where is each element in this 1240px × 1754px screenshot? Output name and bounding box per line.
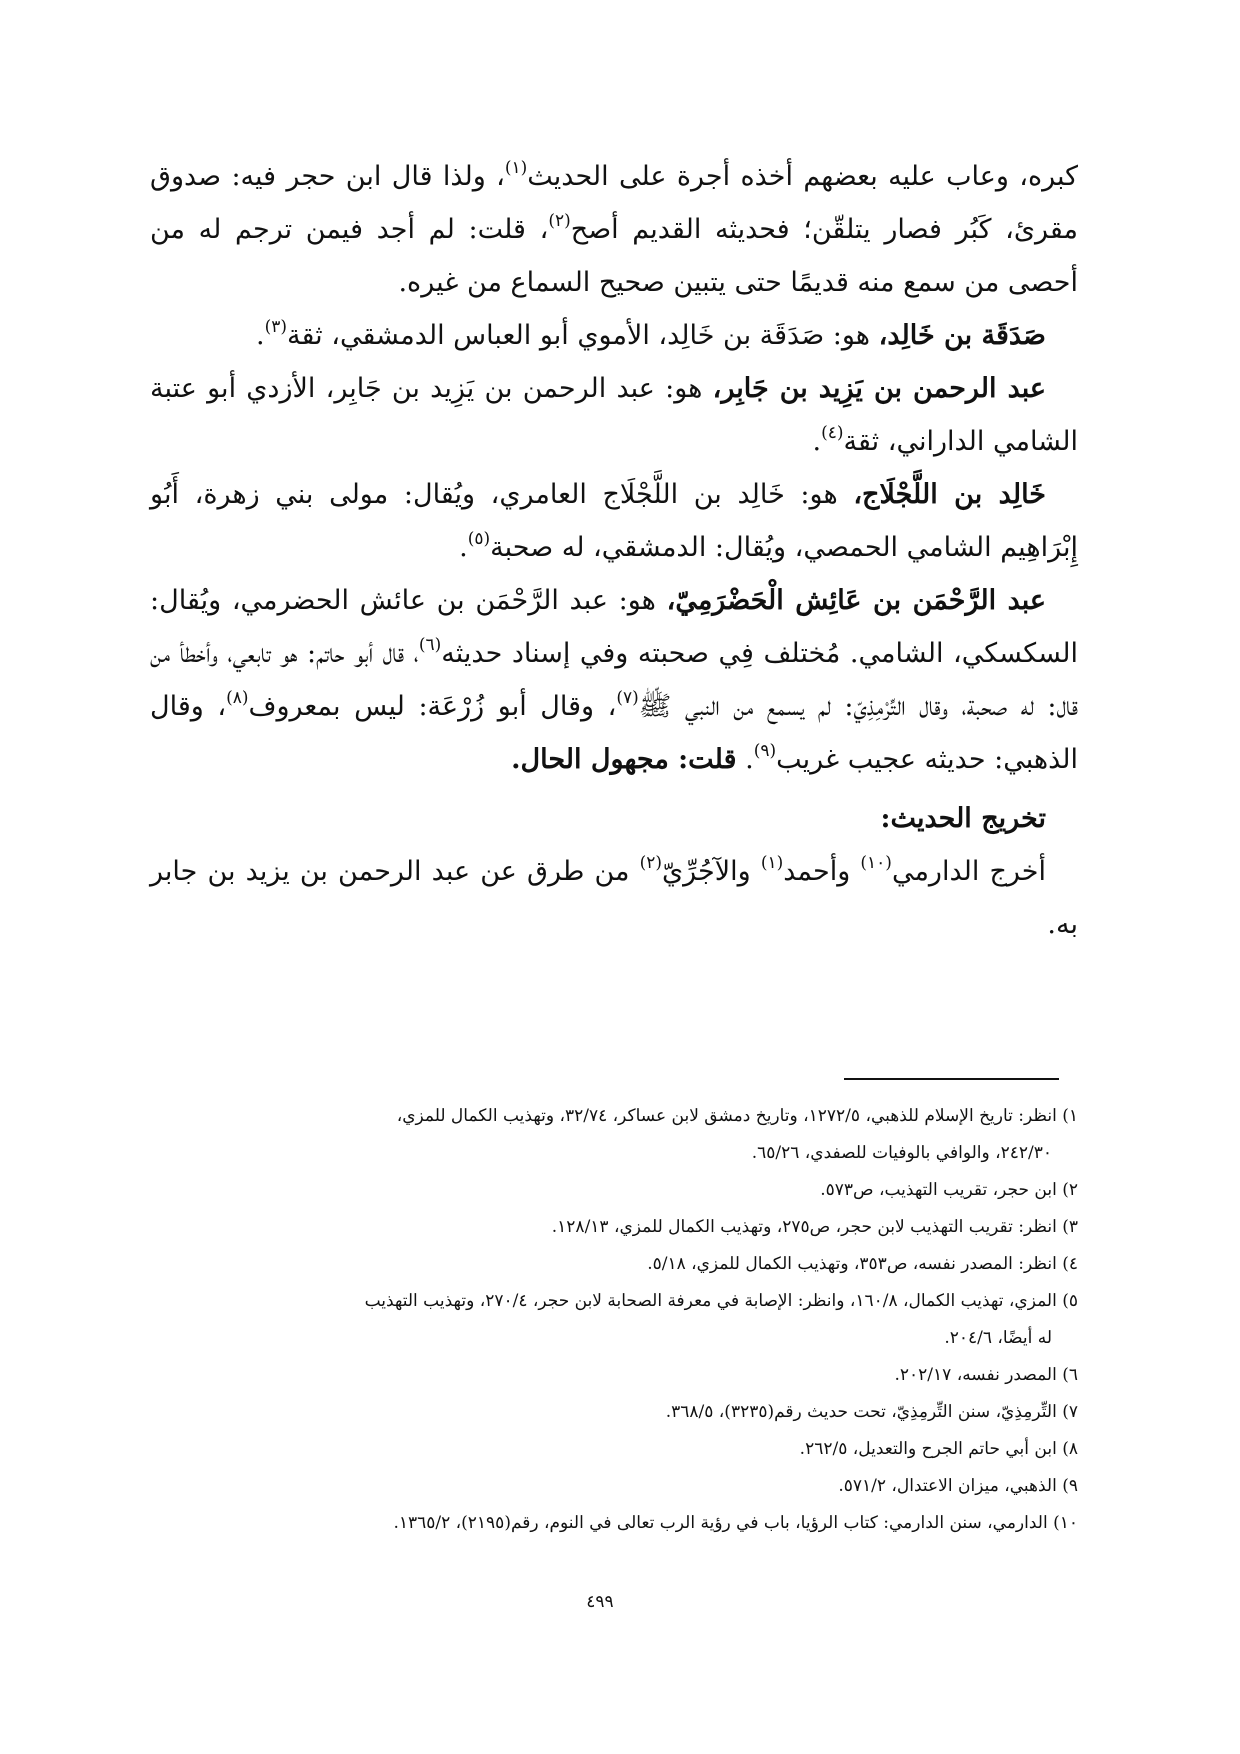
narrator-entry-sadaqa <box>150 309 1078 362</box>
text-run: هو: خَالِد بن اللَّجْلَاج العامري، ويُقال: مولى بني زهرة، أَبُو إِبْرَاهِيم الشامي الحمصي، ويُقال: الدمشقي، له صحبة <box>150 479 1078 563</box>
text-run: كبره، وعاب عليه بعضهم أخذه أجرة على الحديث <box>527 161 1079 192</box>
footnote-ref[interactable]: (٥) <box>467 529 491 549</box>
footnote-text-continued: ٢٤٢/٣٠، والوافي بالوفيات للصفدي، ٦٥/٢٦. <box>751 1143 1052 1163</box>
footnote <box>150 1098 1078 1135</box>
footnote-ref[interactable]: (١) <box>504 158 528 178</box>
footnote-text-continued: له أيضًا، ٢٠٤/٦. <box>944 1328 1052 1348</box>
footnote-number: ٤) <box>1062 1254 1078 1274</box>
text-run: هو: عبد الرحمن بن يَزِيد بن جَابِر، الأزدي أبو عتبة الشامي الداراني، ثقة <box>150 373 1078 457</box>
footnote-text: المصدر نفسه، ٢٠٢/١٧. <box>894 1365 1057 1385</box>
footnote <box>150 1283 1078 1320</box>
footnote-separator <box>844 1078 1059 1080</box>
footnote-number: ٦) <box>1062 1365 1078 1385</box>
footnote-text: التِّرمِذِيّ، سنن التِّرمِذِيّ، تحت حديث رقم(٣٢٣٥)، ٣٦٨/٥. <box>665 1402 1057 1422</box>
takhrij-paragraph <box>150 845 1078 951</box>
narrator-entry-khalid-lajlaj <box>150 468 1078 574</box>
footnote-ref[interactable]: (٢) <box>548 211 571 231</box>
page-number: ٤٩٩ <box>586 1592 614 1612</box>
footnote-ref[interactable]: (٤) <box>821 423 844 443</box>
footnote-text: ابن حجر، تقريب التهذيب، ص٥٧٣. <box>820 1180 1057 1200</box>
footnote-ref[interactable]: (٣) <box>264 317 288 337</box>
text-run: والآجُرِّيّ <box>662 856 761 887</box>
narrator-name: عبد الرَّحْمَن بن عَائِش الْحَضْرَمِيّ، <box>666 585 1047 616</box>
footnote-number: ١٠) <box>1053 1513 1078 1533</box>
footnote-number: ٢) <box>1062 1180 1078 1200</box>
footnote-number: ١) <box>1062 1106 1078 1126</box>
footnote-text: المزي، تهذيب الكمال، ١٦٠/٨، وانظر: الإصابة في معرفة الصحابة لابن حجر، ٢٧٠/٤، وتهذيب التهذيب <box>364 1291 1057 1311</box>
text-run: ، وقال الذهبي: حديثه عجيب غريب <box>150 691 1078 775</box>
text-run: . <box>459 532 468 563</box>
footnote-ref[interactable]: (٨) <box>226 688 249 708</box>
footnote-number: ٧) <box>1062 1402 1078 1422</box>
footnote-ref[interactable]: (١٠) <box>860 853 892 873</box>
footnote-text: انظر: تاريخ الإسلام للذهبي، ١٢٧٢/٥، وتاريخ دمشق لابن عساكر، ٣٢/٧٤، وتهذيب الكمال للمزي، <box>396 1106 1057 1126</box>
text-run: . <box>256 320 265 351</box>
footnote-ref[interactable]: (٦) <box>418 635 442 655</box>
narrator-entry-abdulrahman-aish <box>150 574 1078 786</box>
text-run: ، قال أبو حاتم: هو تابعي، وأخطأ من قال: له صحبة، وقال التِّرْمِذِيّ: لم يسمع من النبي ﷺ <box>150 638 1078 722</box>
verdict-text: قلت: مجهول الحال. <box>511 744 737 775</box>
footnote-text: الدارمي، سنن الدارمي: كتاب الرؤيا، باب في رؤية الرب تعالى في النوم، رقم(٢١٩٥)، ١٣٦٥/٢. <box>393 1513 1048 1533</box>
narrator-entry-abdulrahman-yazid <box>150 362 1078 468</box>
narrator-name: صَدَقَة بن خَالِد، <box>878 320 1046 351</box>
text-run: أخرج الدارمي <box>891 856 1046 887</box>
section-heading: تخريج الحديث: <box>880 803 1046 834</box>
footnote <box>150 1246 1078 1283</box>
footnote-ref[interactable]: (٩) <box>753 741 777 761</box>
footnotes-section <box>150 1098 1078 1542</box>
footnote-ref[interactable]: (٧) <box>616 688 639 708</box>
footnote-text: ابن أبي حاتم الجرح والتعديل، ٢٦٢/٥. <box>799 1439 1057 1459</box>
text-run: هو: عبد الرَّحْمَن بن عائش الحضرمي، ويُقال: السكسكي، الشامي. مُختلف فِي صحبته وفي إسناد حديثه <box>150 585 1078 669</box>
footnote <box>150 1505 1078 1542</box>
footnote <box>150 1468 1078 1505</box>
footnote <box>150 1431 1078 1468</box>
text-run: وأحمد <box>783 856 861 887</box>
footnote-ref[interactable]: (٢) <box>639 853 663 873</box>
paragraph-continuation <box>150 150 1078 309</box>
footnote <box>150 1357 1078 1394</box>
footnote <box>150 1209 1078 1246</box>
main-text <box>150 150 1078 951</box>
text-run: ، قلت: لم أجد فيمن ترجم له من أحصى من سمع منه قديمًا حتى يتبين صحيح السماع من غيره. <box>150 214 1078 298</box>
narrator-name: خَالِد بن اللَّجْلَاج، <box>853 479 1046 510</box>
text-run: هو: صَدَقَة بن خَالِد، الأموي أبو العباس الدمشقي، ثقة <box>287 320 879 351</box>
text-run: . <box>736 744 754 775</box>
footnote-number: ٥) <box>1062 1291 1078 1311</box>
text-run: . <box>812 426 822 457</box>
footnote-text: الذهبي، ميزان الاعتدال، ٥٧١/٢. <box>838 1476 1057 1496</box>
text-run: من طرق عن عبد الرحمن بن يزيد بن جابر به. <box>150 856 1078 940</box>
text-run: ، وقال أبو زُرْعَة: ليس بمعروف <box>248 691 617 722</box>
text-run: ، ولذا قال ابن حجر فيه: صدوق مقرئ، كَبُر فصار يتلقّن؛ فحديثه القديم أصح <box>150 161 1078 245</box>
narrator-name: عبد الرحمن بن يَزِيد بن جَابِر، <box>712 373 1046 404</box>
footnote-number: ٨) <box>1062 1439 1078 1459</box>
footnote-number: ٣) <box>1062 1217 1078 1237</box>
footnote-text: انظر: المصدر نفسه، ص٣٥٣، وتهذيب الكمال للمزي، ٥/١٨. <box>647 1254 1057 1274</box>
footnote-number: ٩) <box>1062 1476 1078 1496</box>
footnote-text: انظر: تقريب التهذيب لابن حجر، ص٢٧٥، وتهذيب الكمال للمزي، ١٢٨/١٣. <box>551 1217 1057 1237</box>
footnote <box>150 1172 1078 1209</box>
footnote <box>150 1394 1078 1431</box>
footnote-ref[interactable]: (١) <box>760 853 784 873</box>
